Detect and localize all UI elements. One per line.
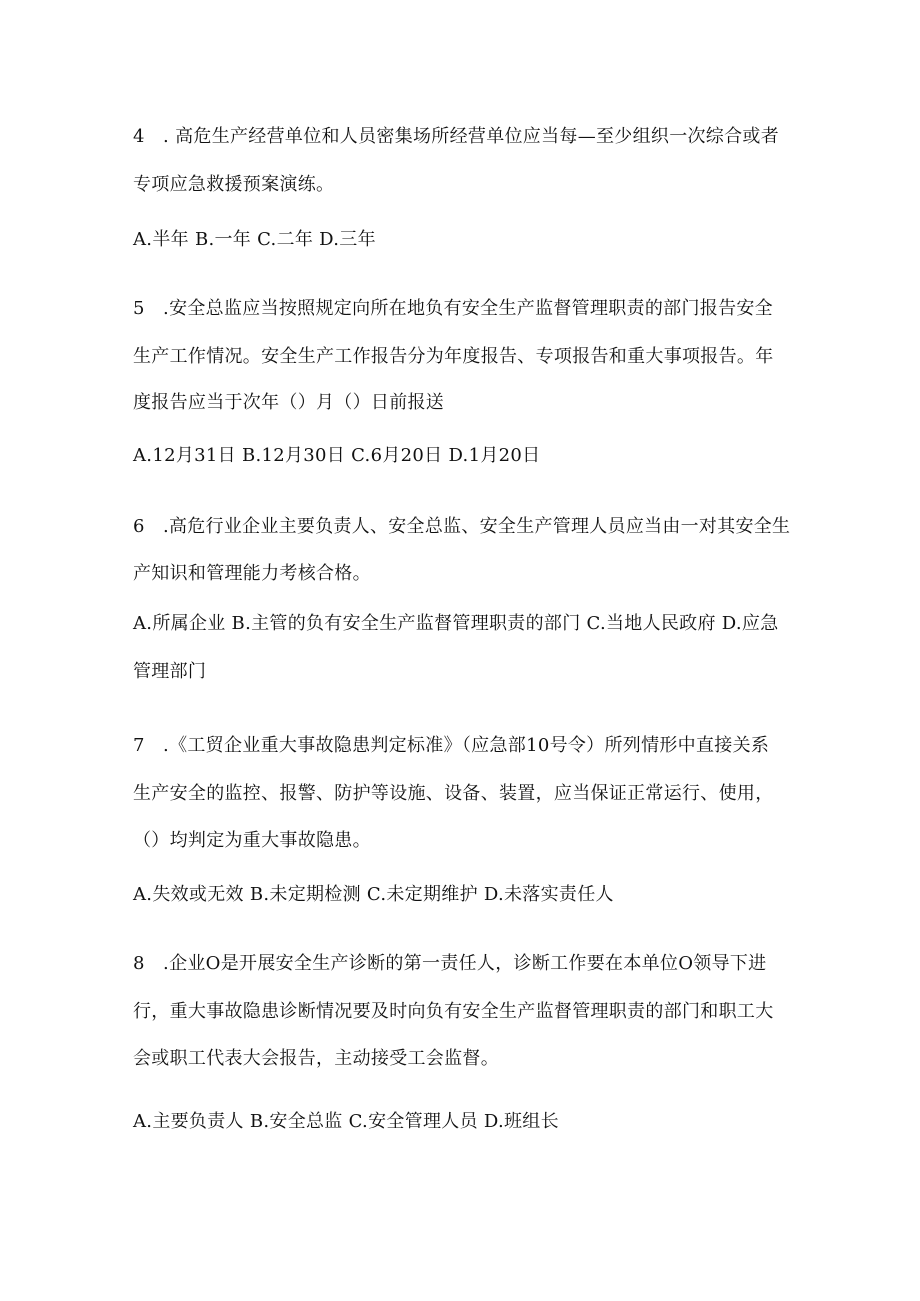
question-8-stem-line-1: 8 .企业O是开展安全生产诊断的第一责任人，诊断工作要在本单位O领导下进 — [133, 953, 767, 974]
question-8-stem-line-2: 行，重大事故隐患诊断情况要及时向负有安全生产监督管理职责的部门和职工大 — [133, 1001, 774, 1022]
question-5-options: A.12月31日 B.12月30日 C.6月20日 D.1月20日 — [133, 445, 541, 466]
question-7-stem-line-3: （）均判定为重大事故隐患。 — [133, 830, 371, 851]
question-4-options: A.半年 B.一年 C.二年 D.三年 — [133, 229, 376, 250]
question-6-stem-line-1: 6 .高危行业企业主要负责人、安全总监、安全生产管理人员应当由一对其安全生 — [133, 516, 791, 537]
question-5-stem-line-1: 5 .安全总监应当按照规定向所在地负有安全生产监督管理职责的部门报告安全 — [133, 298, 773, 319]
question-8-stem-line-3: 会或职工代表大会报告，主动接受工会监督。 — [133, 1048, 499, 1069]
question-5-stem-line-2: 生产工作情况。安全生产工作报告分为年度报告、专项报告和重大事项报告。年 — [133, 346, 774, 367]
question-6-options-line-2: 管理部门 — [133, 661, 207, 682]
question-6-options-line-1: A.所属企业 B.主管的负有安全生产监督管理职责的部门 C.当地人民政府 D.应急 — [133, 613, 779, 634]
question-8-options: A.主要负责人 B.安全总监 C.安全管理人员 D.班组长 — [133, 1111, 559, 1132]
question-7-stem-line-2: 生产安全的监控、报警、防护等设施、设备、装置，应当保证正常运行、使用， — [133, 783, 774, 804]
question-7-stem-line-1: 7 .《工贸企业重大事故隐患判定标准》（应急部10号令）所列情形中直接关系 — [133, 735, 770, 756]
question-5-stem-line-3: 度报告应当于次年（）月（）日前报送 — [133, 392, 445, 413]
question-4-stem-line-2: 专项应急救援预案演练。 — [133, 174, 335, 195]
question-4-stem-line-1: 4 . 高危生产经营单位和人员密集场所经营单位应当每—至少组织一次综合或者 — [133, 126, 779, 147]
question-7-options: A.失效或无效 B.未定期检测 C.未定期维护 D.未落实责任人 — [133, 884, 614, 905]
question-6-stem-line-2: 产知识和管理能力考核合格。 — [133, 563, 371, 584]
